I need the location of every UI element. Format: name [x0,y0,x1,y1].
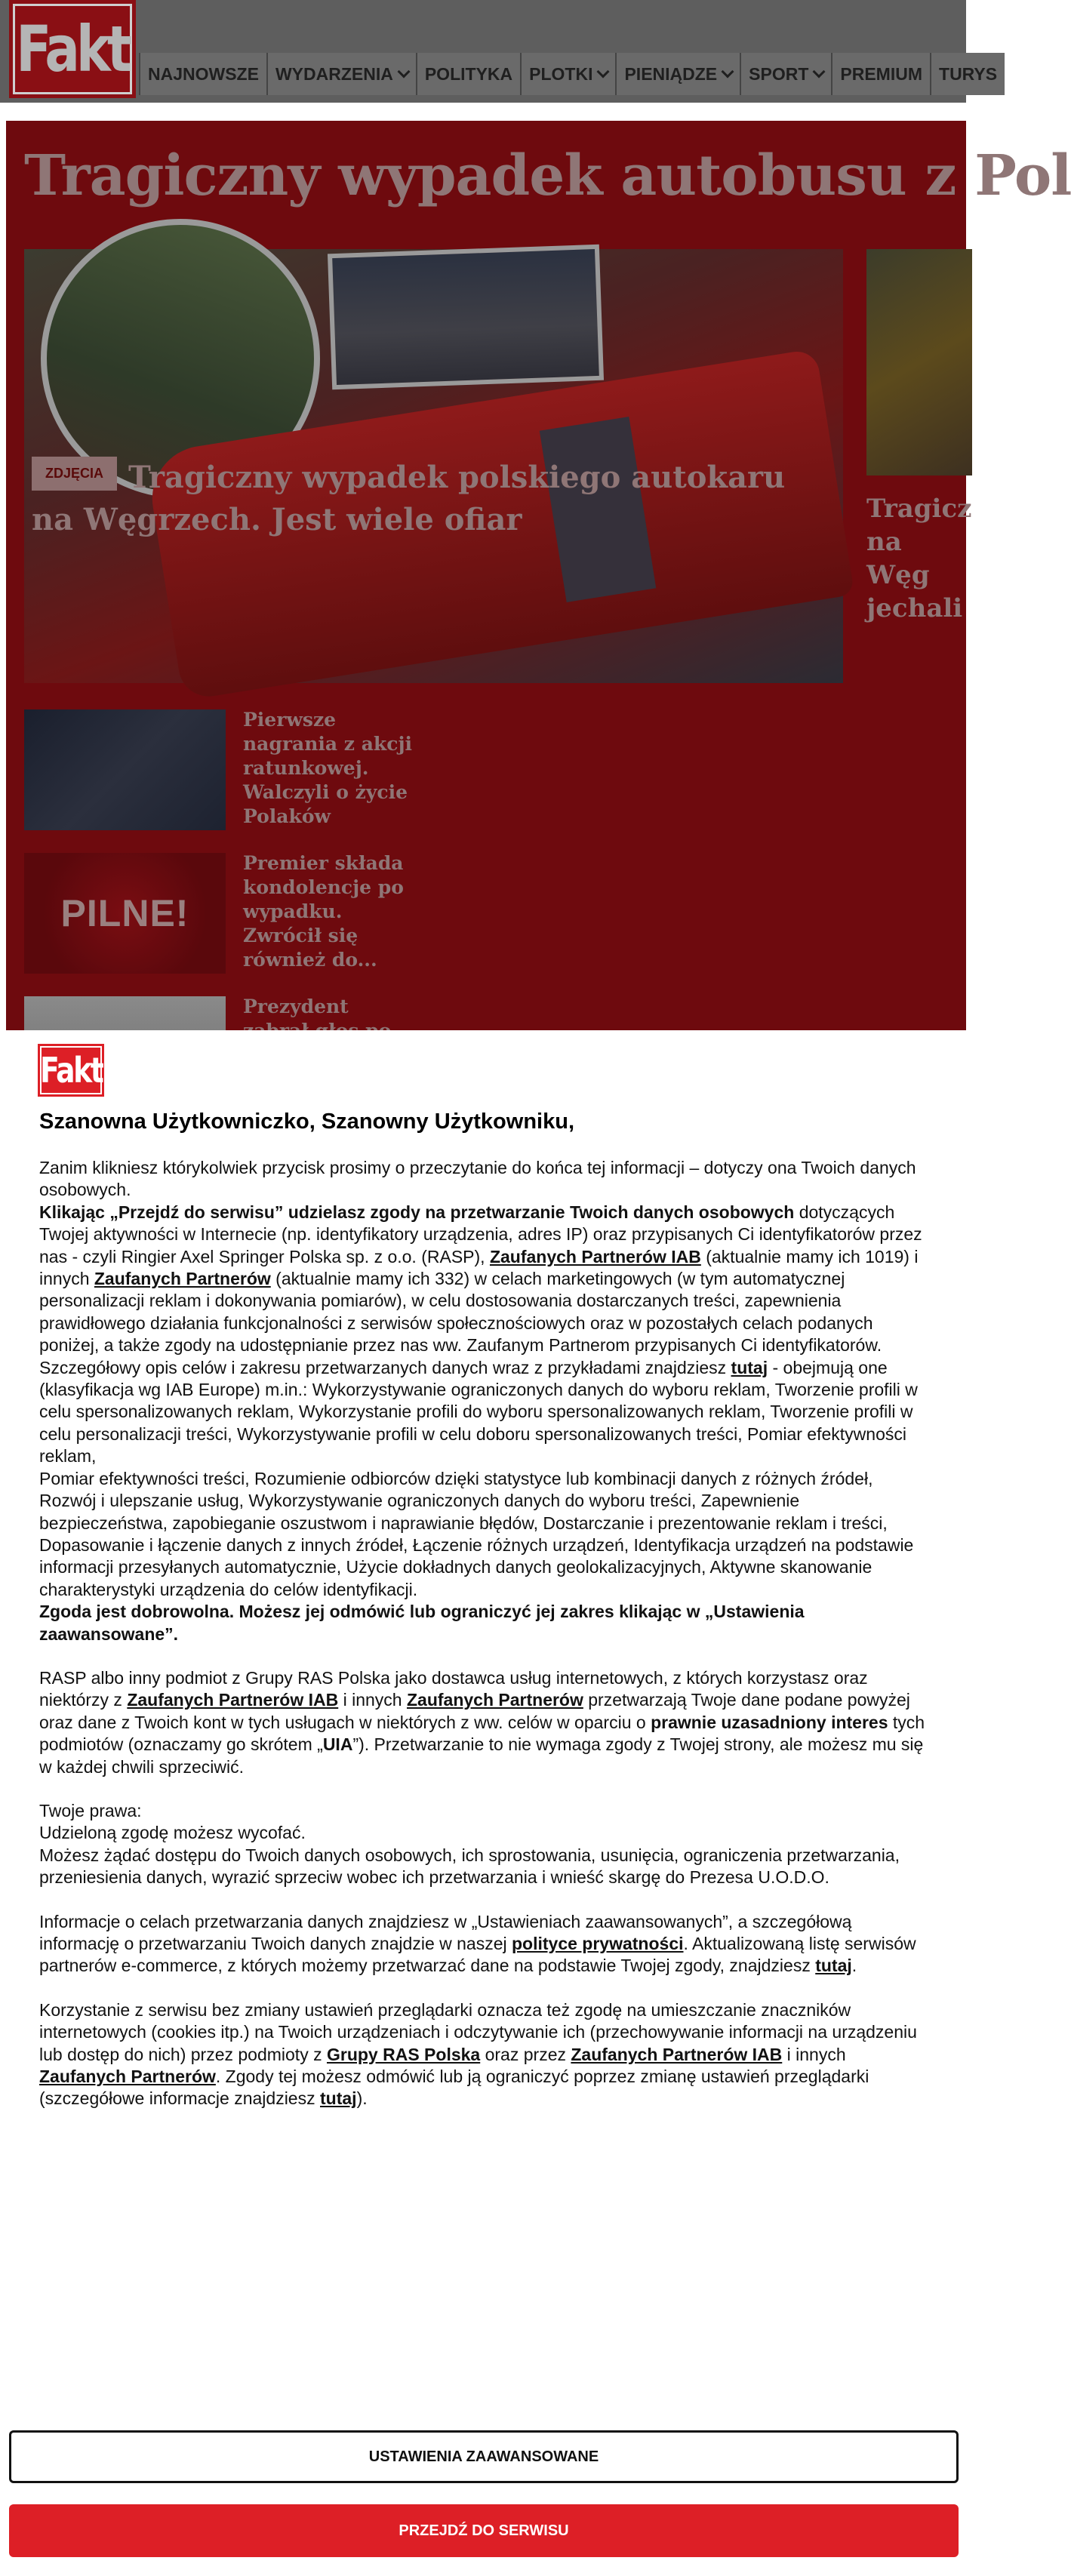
link-trusted-partners[interactable]: Zaufanych Partnerów [94,1269,271,1289]
nav-item-label: NAJNOWSZE [148,63,259,84]
list-item[interactable] [24,709,412,830]
nav-item-sport[interactable] [740,53,831,95]
consent-voluntary [39,1601,930,1645]
list-item-title: Prezydent [243,996,349,1017]
link-privacy-policy[interactable]: polityce prywatności [512,1934,684,1953]
spacer [39,1778,930,1800]
consent-text-span: i innych [782,2044,846,2064]
nav-item-plotki[interactable] [520,53,615,95]
list-item-title: Pierwsze nagrania z akcji ratunkowej. Walczyli o życie Polaków [243,709,412,827]
nav-item-label: WYDARZENIA [275,63,393,84]
spacer [39,1645,930,1667]
breaking-news-label: PILNE! [60,892,189,934]
fakt-logo[interactable] [9,0,136,98]
consent-text-span: - obejmują one (klasyfikacja wg IAB Europe) m.in.: Wykorzystywanie ograniczonych danych do wyboru reklam, Tworzenie profili w celu spersonalizowanych reklam, Wykorzystanie profili do wyboru spersonalizowanych reklam, Tworzenie profili w celu personalizacji treści, Wykorzystywanie profili w celu doboru spersonalizowanych treści, Pomiar efektywności reklam, [39,1357,918,1467]
dialog-logo [38,1044,104,1097]
consent-text-span: . Zgody tej możesz odmówić lub ją ograniczyć poprzez zmianę ustawień przeglądarki (szczegółowe informacje znajdziesz [39,2067,869,2109]
spacer [39,1977,930,1999]
consent-text-span: i innych [338,1690,407,1710]
consent-intro: Zanim klikniesz którykolwiek przycisk prosimy o przeczytanie do końca tej informacji – dotyczy ona Twoich danych osobowych. [39,1158,916,1200]
consent-text-span: . [851,1956,857,1976]
link-iab-partners[interactable]: Zaufanych Partnerów IAB [127,1690,339,1710]
nav-item-label: POLITYKA [424,63,513,84]
consent-dialog [0,1030,966,2576]
nav-item-polityka[interactable] [416,53,520,95]
consent-bold-text: Zgoda jest dobrowolna. Możesz jej odmówić lub ograniczyć jej zakres klikając w „Ustawienia zaawansowane”. [39,1602,805,1644]
list-item-title: Premier składa kondolencje po wypadku. Zwrócił się również do... [243,852,404,971]
hero-article-title[interactable]: Tragiczny wypadek polskiego autokaru na Węgrzech. Jest wiele ofiar [32,460,786,537]
consent-bold-text: UIA [322,1734,353,1755]
nav-item-pieniadze[interactable] [615,53,740,95]
consent-text-span: . Aktualizowaną listę serwisów partnerów e-commerce, z których możemy przetwarzać dane na podstawie Twojej zgody, znajdziesz [39,1934,916,1976]
consent-text-span: Informacje o celach przetwarzania danych znajdziesz w „Ustawieniach zaawansowanych”, a szczegółową informację o przetwarzaniu Twoich danych znajdzie w naszej [39,1911,852,1953]
rights-title: Twoje prawa: [39,1800,142,1820]
chevron-down-icon [397,66,410,78]
consent-text-span: oraz przez [480,2044,571,2064]
logo-frame [13,4,132,94]
side-article-image[interactable] [866,249,972,475]
consent-text-span: (aktualnie mamy ich 1019) i innych [39,1246,919,1289]
photos-tag[interactable]: ZDJĘCIA [32,457,117,491]
main-nav [139,53,1005,95]
logo-text: Fakt [16,12,129,86]
main-content [6,121,1071,1034]
rights-withdraw: Udzieloną zgodę możesz wycofać. [39,1823,306,1843]
consent-bold-text: prawnie uzasadniony interes [651,1712,888,1732]
article-thumbnail [24,853,226,974]
consent-text-span: dotyczących Twojej aktywności w Internecie (np. identyfikatory urządzenia, adres IP) oraz przypisanych Ci identyfikatorów przez nas - czyli Ringier Axel Springer Polska sp. z o.o. (RASP), [39,1202,922,1266]
consent-bold-text: Klikając „Przejdź do serwisu” udzielasz zgody na przetwarzanie Twoich danych osobowych [39,1202,795,1222]
nav-item-wydarzenia[interactable] [266,53,416,95]
side-article-title[interactable]: Tragicz na Węg jechali [866,494,972,623]
nav-item-najnowsze[interactable] [139,53,266,95]
proceed-to-site-button[interactable]: PRZEJDŹ DO SERWISU [9,2504,959,2557]
dialog-logo-text: Fakt [39,1050,103,1091]
consent-paragraph-uia [39,1667,930,1778]
dialog-heading: Szanowna Użytkowniczko, Szanowny Użytkowniku, [39,1109,574,1134]
nav-item-label: PLOTKI [529,63,593,84]
consent-paragraph-1 [39,1202,930,1468]
consent-text-span: tych podmiotów (oznaczamy go skrótem „ [39,1712,925,1755]
consent-text-span: (aktualnie mamy ich 332) w celach marketingowych (w tym automatycznej personalizacji reklam i dokonywania pomiarów), w celu dostosowania dostarczanych treści, zapewnienia prawidłowego działania funkcjonalności z serwisów społecznościowych oraz w pozostałych celach podanych poniżej, a także zgody na udostępnianie przez nas ww. Zaufanym Partnerom przypisanych Ci identyfikatorów. Szczegółowy opis celów i zakresu przetwarzanych danych wraz z przykładami znajdziesz [39,1269,882,1377]
nav-item-label: PIENIĄDZE [624,63,718,84]
nav-item-turystyka[interactable] [930,53,1005,95]
link-trusted-partners[interactable]: Zaufanych Partnerów [39,2067,216,2087]
article-thumbnail [24,709,226,830]
consent-text-span: ). [356,2088,368,2109]
nav-item-label: SPORT [749,63,809,84]
consent-text-span: Korzystanie z serwisu bez zmiany ustawień przeglądarki oznacza też zgodę na umieszczanie znaczników internetowych (cookies itp.) na Twoich urządzeniach i odczytywanie ich (przechowywanie informacji na urządzeniu lub dostęp do nich) przez podmioty z [39,1999,917,2064]
consent-text-span: RASP albo inny podmiot z Grupy RAS Polska jako dostawca usług internetowych, z których korzystasz oraz niektórzy z [39,1667,868,1710]
consent-text-span: ”). Przetwarzanie to nie wymaga zgody z Twojej strony, ale możesz mu się w każdej chwili sprzeciwić. [39,1734,924,1777]
link-iab-partners[interactable]: Zaufanych Partnerów IAB [489,1246,701,1266]
hero-photo-inset [328,245,604,389]
nav-item-label: PREMIUM [840,63,923,84]
chevron-down-icon [597,66,610,78]
dialog-logo-frame [40,1046,102,1094]
nav-item-label: TURYS [939,63,998,84]
nav-item-premium[interactable] [831,53,930,95]
link-cookie-details[interactable]: tutaj [320,2088,357,2109]
link-ras-group[interactable]: Grupy RAS Polska [326,2044,481,2064]
consent-paragraph-2: Pomiar efektywności treści, Rozumienie odbiorców dzięki statystyce lub kombinacji danych z różnych źródeł, Rozwój i ulepszanie usług, Wykorzystywanie ograniczonych danych do wyboru treści, Zapewnienie bezpieczeństwa, zapobieganie oszustwom i naprawianie błędów, Dostarczanie i prezentowanie reklam i treści, Dopasowanie i łączenie danych z innych źródeł, Łączenie różnych urządzeń, Identyfikacja urządzeń na podstawie informacji przesyłanych automatycznie, Użycie dokładnych danych geolokalizacyjnych, Aktywne skanowanie charakterystyki urządzenia do celów identyfikacji. [39,1468,914,1599]
link-ecommerce-list[interactable]: tutaj [815,1956,852,1976]
consent-paragraph-cookies [39,1999,930,2110]
chevron-down-icon [813,66,826,78]
spacer [39,1889,930,1911]
site-header [0,0,998,103]
consent-paragraph-privacy [39,1911,930,1977]
advanced-settings-button[interactable]: USTAWIENIA ZAAWANSOWANE [9,2430,959,2483]
link-details-here[interactable]: tutaj [731,1357,768,1377]
rights-details: Możesz żądać dostępu do Twoich danych osobowych, ich sprostowania, usunięcia, ograniczenia przetwarzania, przeniesienia danych, wyrazić sprzeciw wobec ich przetwarzania i wnieść skargę do Prezesa U.O.D.O. [39,1845,900,1888]
consent-text-span: przetwarzają Twoje dane podane powyżej oraz dane z Twoich kont w tych usługach w niektórych z ww. celów w oparciu o [39,1690,910,1732]
list-item[interactable] [24,853,402,974]
consent-text [39,1157,930,2110]
link-iab-partners[interactable]: Zaufanych Partnerów IAB [571,2044,783,2064]
page-headline[interactable]: Tragiczny wypadek autobusu z Pol [24,143,1071,208]
link-trusted-partners[interactable]: Zaufanych Partnerów [406,1690,583,1710]
chevron-down-icon [722,66,734,78]
